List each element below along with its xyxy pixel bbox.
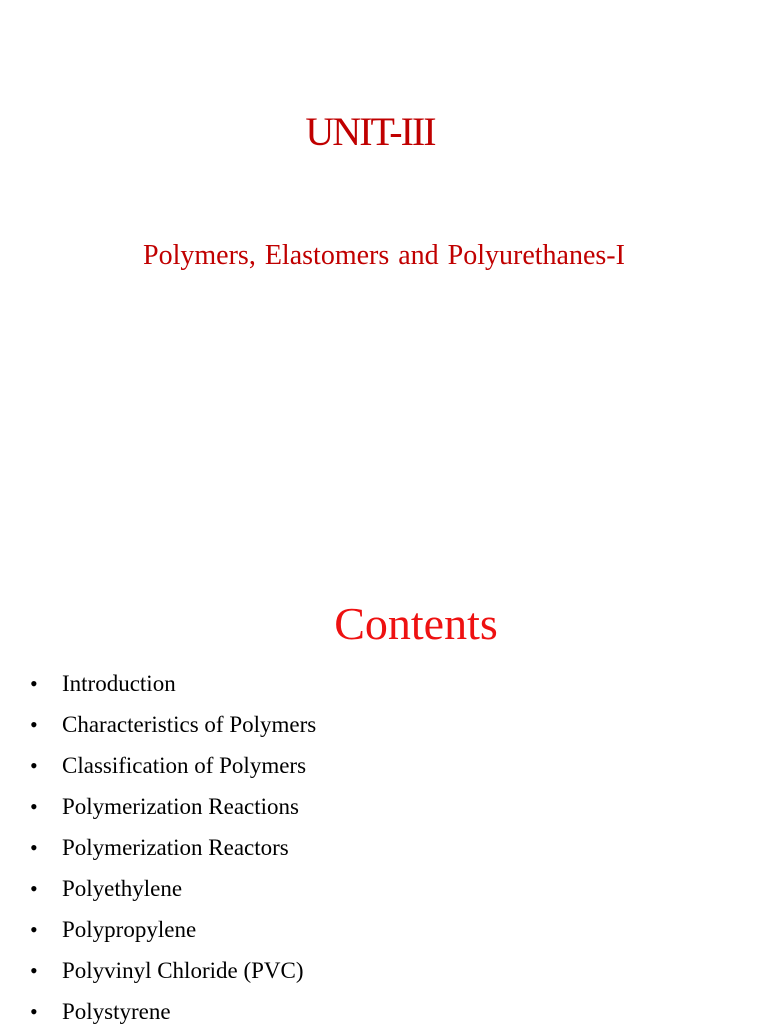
list-item-label: Polyethylene [62,876,183,901]
bullet-icon: • [30,671,38,696]
list-item-label: Characteristics of Polymers [62,712,317,737]
bullet-icon: • [30,794,38,819]
list-item-label: Polypropylene [62,917,197,942]
contents-list [30,668,316,1024]
list-item [30,914,316,955]
list-item [30,709,316,750]
bullet-icon: • [30,712,38,737]
list-item-label: Polystyrene [62,999,171,1024]
contents-title: Contents [334,598,498,649]
list-item [30,873,316,914]
list-item-label: Polymerization Reactors [62,835,289,860]
list-item [30,791,316,832]
list-item [30,668,316,709]
bullet-icon: • [30,753,38,778]
list-item [30,750,316,791]
bullet-icon: • [30,917,38,942]
unit-title: UNIT-III [305,109,435,154]
bullet-icon: • [30,876,38,901]
bullet-icon: • [30,999,38,1024]
bullet-icon: • [30,835,38,860]
list-item [30,996,316,1024]
list-item-label: Classification of Polymers [62,753,307,778]
list-item [30,832,316,873]
bullet-icon: • [30,958,38,983]
list-item-label: Polymerization Reactions [62,794,299,819]
unit-subtitle: Polymers, Elastomers and Polyurethanes-I [143,240,625,271]
list-item-label: Introduction [62,671,176,696]
list-item-label: Polyvinyl Chloride (PVC) [62,958,304,983]
contents-slide [0,576,768,1024]
list-item [30,955,316,996]
